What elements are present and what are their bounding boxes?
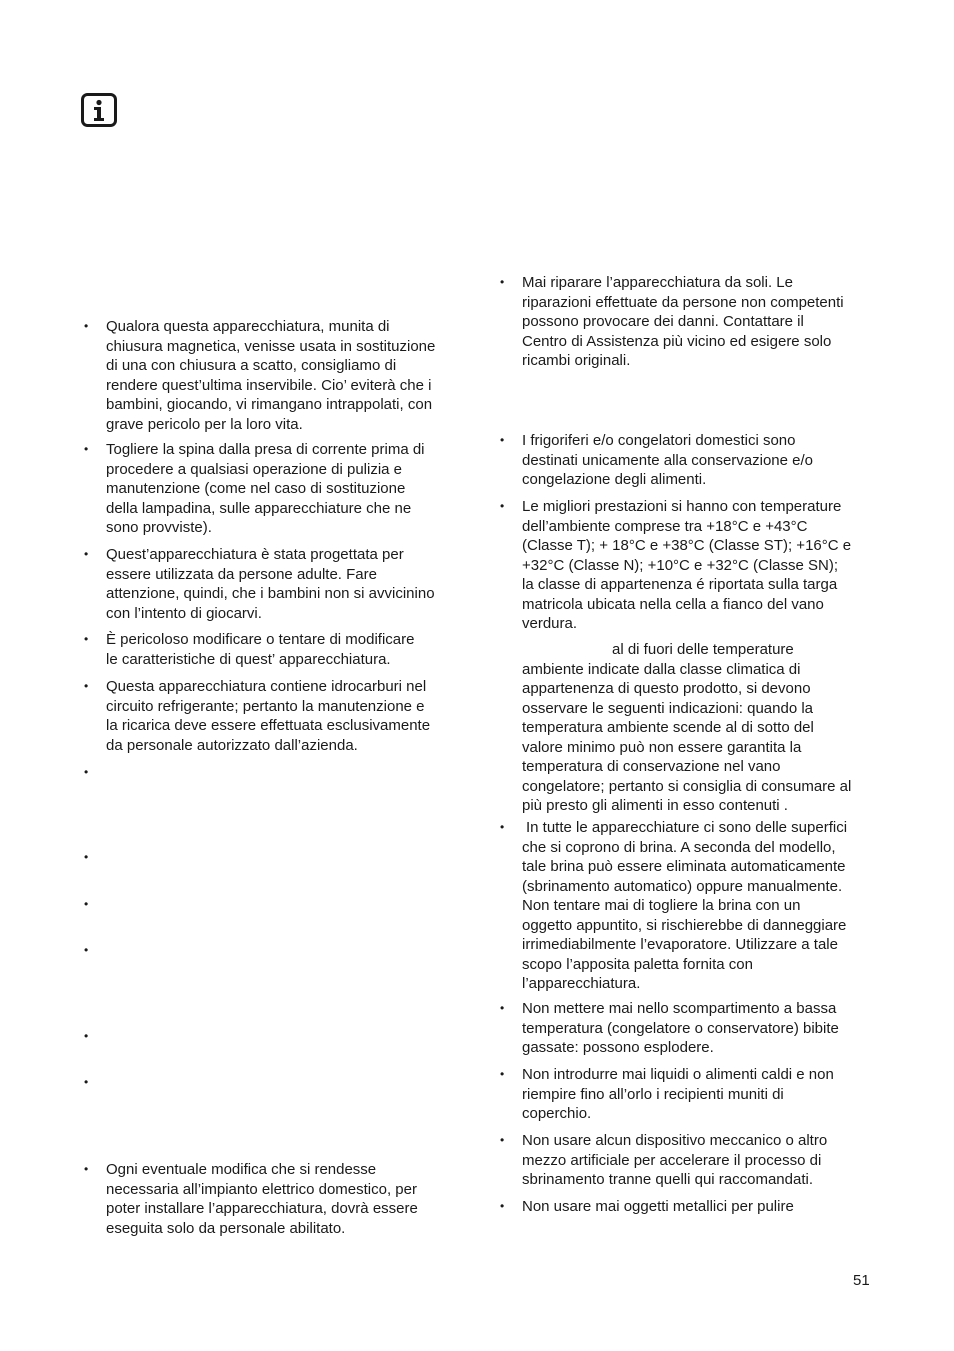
bullet: • xyxy=(500,820,505,834)
bullet: • xyxy=(500,1067,505,1081)
list-item-text: Non mettere mai nello scompartimento a bassa temperatura (congelatore o conservatore) bibite gassate: possono esplodere. xyxy=(522,1000,839,1056)
bullet: • xyxy=(84,1162,89,1176)
list-item-text: È pericoloso modificare o tentare di modificare le caratteristiche di quest’ apparecchiatura. xyxy=(106,631,415,668)
list-item-text: Quest’apparecchiatura è stata progettata per essere utilizzata da persone adulte. Fare attenzione, quindi, che i bambini non si avvicinino con l’intento di giocarvi. xyxy=(106,546,435,622)
bullet: • xyxy=(84,319,89,333)
bullet: • xyxy=(500,1199,505,1213)
list-item xyxy=(84,440,464,538)
list-item xyxy=(500,497,880,634)
list-item-text: Togliere la spina dalla presa di corrente prima di procedere a qualsiasi operazione di pulizia e manutenzione (come nel caso di sostituzione della lampadina, sulle apparecchiature che ne sono provviste). xyxy=(106,441,425,536)
continuation-text: al di fuori delle temperature ambiente indicate dalla classe climatica di appartenenza di questo prodotto, si devono osservare le seguenti indicazioni: quando la temperatura ambiente scende al di sotto del valore minimo può non essere garantita la temperatura di conservazione nel vano congelatore; pertanto si consiglia di consumare al più presto gli alimenti in esso contenuti . xyxy=(522,641,852,814)
list-item-text: Non usare alcun dispositivo meccanico o altro mezzo artificiale per accelerare il processo di sbrinamento tranne quelli qui raccomandati. xyxy=(522,1132,828,1188)
bullet: • xyxy=(500,1001,505,1015)
list-item xyxy=(84,317,464,434)
continuation-paragraph xyxy=(500,640,880,816)
list-item xyxy=(500,818,880,994)
list-item xyxy=(500,431,880,490)
list-item xyxy=(84,545,464,623)
bullet: • xyxy=(500,275,505,289)
list-item-text: Questa apparecchiatura contiene idrocarburi nel circuito refrigerante; pertanto la manutenzione e la ricarica deve essere effettuata esclusivamente da personale autorizzato dall’azienda. xyxy=(106,678,431,754)
list-item-text: In tutte le apparecchiature ci sono delle superfici che si coprono di brina. A seconda del modello, tale brina può essere eliminata automaticamente (sbrinamento automatico) oppure manualmente. Non tentare mai di togliere la brina con un oggetto appuntito, si rischierebbe di danneggiare irrimediabilmente l’evaporatore. Utilizzare a tale scopo l’apposita paletta fornita con l’apparecchiatura. xyxy=(522,819,848,992)
left-column xyxy=(84,0,464,1351)
list-item-text: Non introdurre mai liquidi o alimenti caldi e non riempire fino all’orlo i recipienti muniti di coperchio. xyxy=(522,1066,834,1122)
list-item xyxy=(500,1131,880,1190)
list-item-text: Mai riparare l’apparecchiatura da soli. Le riparazioni effettuate da persone non competenti possono provocare dei danni. Contattare il Centro di Assistenza più vicino ed esigere solo ricambi originali. xyxy=(522,274,844,369)
bullet: • xyxy=(84,765,89,779)
bullet: • xyxy=(500,1133,505,1147)
bullet: • xyxy=(84,1029,89,1043)
bullet: • xyxy=(84,897,89,911)
list-item xyxy=(500,999,880,1058)
bullet: • xyxy=(84,442,89,456)
list-item xyxy=(500,1065,880,1124)
page-number: 51 xyxy=(853,1272,870,1289)
bullet: • xyxy=(84,943,89,957)
bullet: • xyxy=(84,679,89,693)
list-item-text: Qualora questa apparecchiatura, munita di chiusura magnetica, venisse usata in sostituzione di una con chiusura a scatto, consigliamo di rendere quest’ultima inservibile. Cio’ eviterà che i bambini, giocando, vi rimangano intrappolati, con grave pericolo per la loro vita. xyxy=(106,318,436,433)
bullet: • xyxy=(84,1075,89,1089)
list-item xyxy=(500,1197,880,1217)
list-item-text: Ogni eventuale modifica che si rendesse necessaria all’impianto elettrico domestico, per poter installare l’apparecchiatura, dovrà essere eseguita solo da personale abilitato. xyxy=(106,1161,418,1237)
right-column xyxy=(500,0,880,1351)
bullet: • xyxy=(84,632,89,646)
list-item-text: Non usare mai oggetti metallici per pulire xyxy=(522,1198,794,1215)
list-item xyxy=(84,630,464,669)
list-item-text: Le migliori prestazioni si hanno con temperature dell’ambiente comprese tra +18°C e +43°C (Classe T); + 18°C e +38°C (Classe ST); +16°C e +32°C (Classe N); +10°C e +32°C (Classe SN); la classe di appartenenza é riportata sulla targa matricola ubicata nella cella a fianco del vano verdura. xyxy=(522,498,852,632)
bullet: • xyxy=(500,433,505,447)
bullet: • xyxy=(500,499,505,513)
list-item xyxy=(500,273,880,371)
list-item xyxy=(84,677,464,755)
bullet: • xyxy=(84,850,89,864)
bullet: • xyxy=(84,547,89,561)
list-item xyxy=(84,1160,464,1238)
list-item-text: I frigoriferi e/o congelatori domestici sono destinati unicamente alla conservazione e/o congelazione degli alimenti. xyxy=(522,432,814,488)
